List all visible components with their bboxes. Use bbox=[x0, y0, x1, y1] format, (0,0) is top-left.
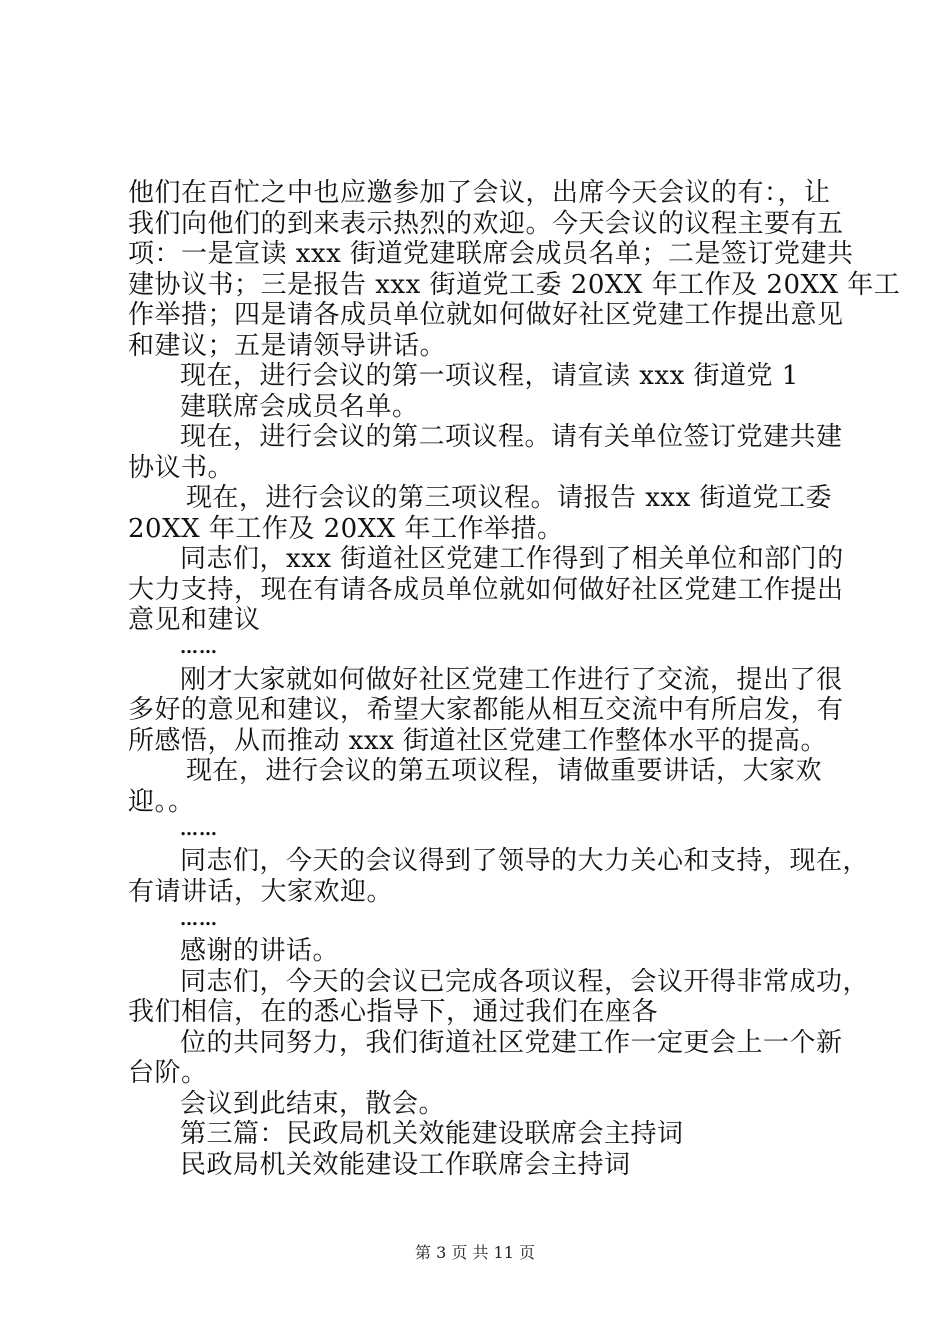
text-line: 感谢的讲话。 bbox=[180, 936, 340, 967]
text-line: 意见和建议 bbox=[128, 605, 261, 636]
text-line: 位的共同努力，我们街道社区党建工作一定更会上一个新 bbox=[180, 1027, 843, 1058]
text-line: 同志们，今天的会议得到了领导的大力关心和支持，现在， bbox=[180, 846, 870, 877]
text-line: 大力支持，现在有请各成员单位就如何做好社区党建工作提出 bbox=[128, 574, 844, 605]
text-line: 有请讲话，大家欢迎。 bbox=[128, 876, 394, 907]
text-line: 所感悟，从而推动 xxx 街道社区党建工作整体水平的提高。 bbox=[128, 725, 828, 756]
text-line: 他们在百忙之中也应邀参加了会议，出席今天会议的有：，让 bbox=[128, 178, 831, 208]
text-line: 台阶。 bbox=[128, 1058, 208, 1089]
text-line: 同志们，今天的会议已完成各项议程，会议开得非常成功， bbox=[180, 966, 870, 997]
text-line: 和建议；五是请领导讲话。 bbox=[128, 330, 447, 361]
section-heading: 第三篇：民政局机关效能建设联席会主持词 bbox=[180, 1119, 684, 1150]
text-line: 协议书。 bbox=[128, 452, 235, 483]
ellipsis-marker: …… bbox=[180, 818, 218, 840]
text-line: 刚才大家就如何做好社区党建工作进行了交流，提出了很 bbox=[180, 664, 843, 695]
text-line: 迎。。 bbox=[128, 786, 195, 817]
text-line: 多好的意见和建议，希望大家都能从相互交流中有所启发，有 bbox=[128, 695, 844, 726]
page-footer: 第 3 页 共 11 页 bbox=[415, 1243, 535, 1262]
text-line: 建联席会成员名单。 bbox=[180, 391, 419, 422]
text-line: 20XX 年工作及 20XX 年工作举措。 bbox=[128, 513, 564, 544]
text-line: 现在，进行会议的第五项议程，请做重要讲话，大家欢 bbox=[186, 756, 823, 787]
text-line: 建协议书；三是报告 xxx 街道党工委 20XX 年工作及 20XX 年工 bbox=[128, 269, 901, 300]
text-line: 同志们，xxx 街道社区党建工作得到了相关单位和部门的 bbox=[180, 544, 844, 575]
text-line: 作举措；四是请各成员单位就如何做好社区党建工作提出意见 bbox=[128, 300, 844, 331]
text-line: 现在，进行会议的第一项议程，请宣读 xxx 街道党 1 bbox=[180, 361, 799, 392]
text-line: 民政局机关效能建设工作联席会主持词 bbox=[180, 1150, 631, 1180]
text-line: 会议到此结束，散会。 bbox=[180, 1088, 446, 1119]
text-line: 项：一是宣读 xxx 街道党建联席会成员名单；二是签订党建共 bbox=[128, 239, 854, 270]
ellipsis-marker: …… bbox=[180, 637, 218, 659]
text-line: 我们向他们的到来表示热烈的欢迎。今天会议的议程主要有五 bbox=[128, 208, 844, 239]
ellipsis-marker: …… bbox=[180, 908, 218, 930]
text-line: 现在，进行会议的第二项议程。请有关单位签订党建共建 bbox=[180, 422, 843, 453]
text-line: 现在，进行会议的第三项议程。请报告 xxx 街道党工委 bbox=[186, 483, 833, 514]
text-line: 我们相信，在的悉心指导下，通过我们在座各 bbox=[128, 997, 659, 1028]
